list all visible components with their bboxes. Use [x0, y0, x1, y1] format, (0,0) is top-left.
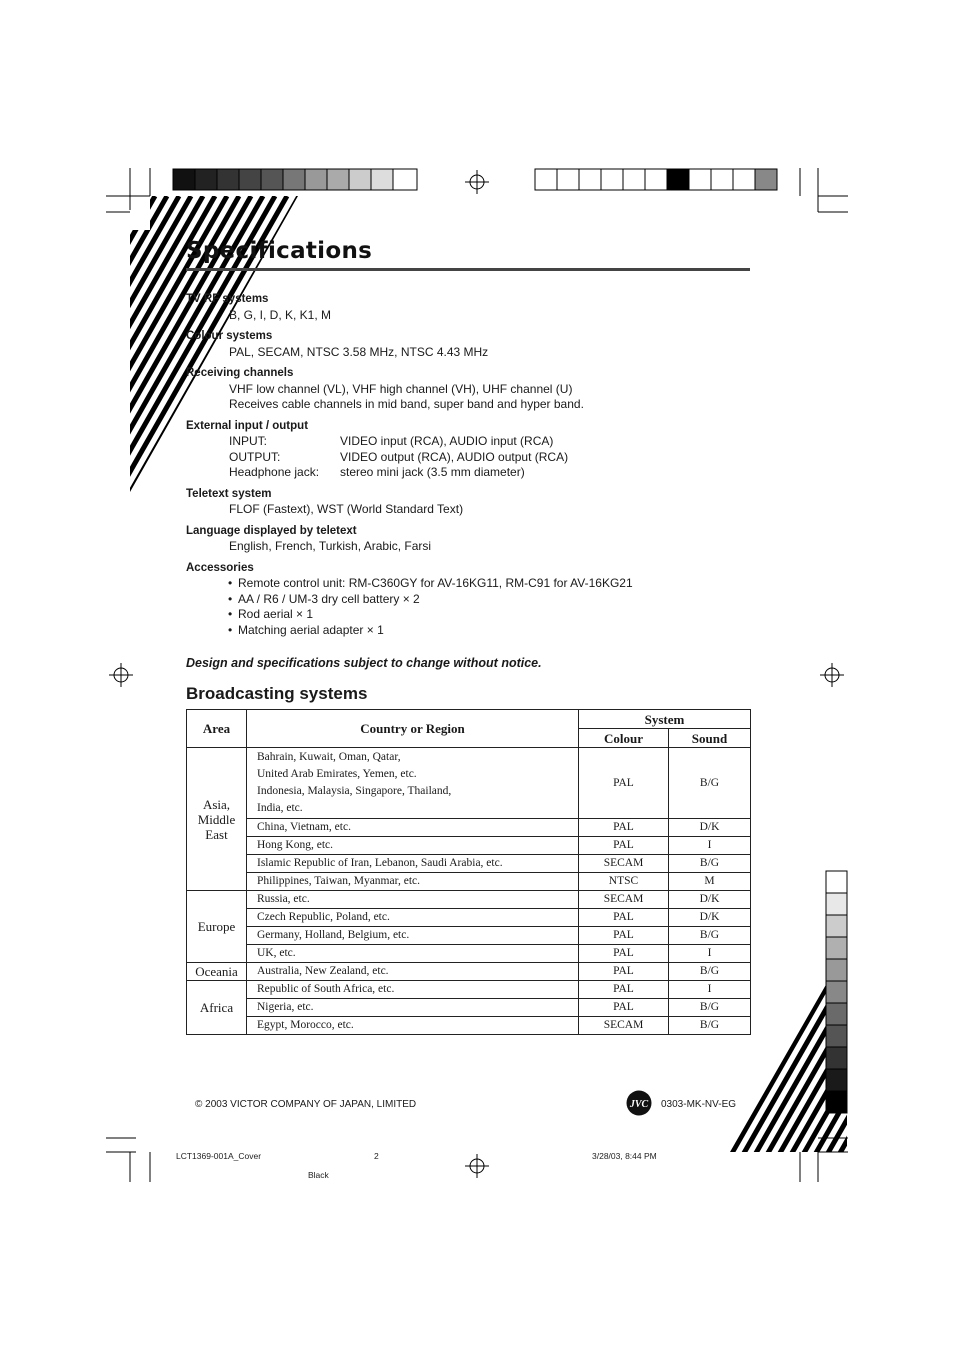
table-row [187, 981, 751, 999]
sound-cell: D/K [669, 819, 751, 837]
spec-label: Teletext system [186, 487, 272, 500]
sound-cell: B/G [669, 1017, 751, 1035]
spec-colour-systems [186, 329, 750, 360]
colour-cell: PAL [579, 945, 669, 963]
country-cell: Australia, New Zealand, etc. [247, 963, 579, 981]
sound-cell: B/G [669, 999, 751, 1017]
table-row [187, 927, 751, 945]
area-cell-oceania: Oceania [187, 963, 247, 981]
sound-cell: I [669, 837, 751, 855]
colour-cell: PAL [579, 748, 669, 819]
table-row [187, 748, 751, 819]
io-value: VIDEO input (RCA), AUDIO input (RCA) [340, 434, 554, 448]
header-sound: Sound [669, 729, 751, 748]
spec-label: Accessories [186, 561, 254, 574]
area-line: Asia, [202, 796, 231, 812]
colour-cell: PAL [579, 909, 669, 927]
area-cell-europe: Europe [187, 891, 247, 963]
country-cell: UK, etc. [247, 945, 579, 963]
disclaimer: Design and specifications subject to change without notice. [186, 656, 542, 670]
table-row [187, 1017, 751, 1035]
colour-cell: NTSC [579, 873, 669, 891]
sound-cell: I [669, 981, 751, 999]
spec-label: Receiving channels [186, 367, 294, 379]
header-system: System [579, 710, 751, 729]
spec-external-io [186, 419, 750, 481]
colour-cell: PAL [579, 999, 669, 1017]
spec-value: English, French, Turkish, Arabic, Farsi [229, 539, 432, 553]
jvc-logo [626, 1090, 652, 1116]
accessory-item: • AA / R6 / UM-3 dry cell battery × 2 [228, 592, 750, 608]
sound-cell: D/K [669, 909, 751, 927]
country-line: United Arab Emirates, Yemen, etc. [257, 768, 417, 780]
country-cell: Egypt, Morocco, etc. [247, 1017, 579, 1035]
country-line: Bahrain, Kuwait, Oman, Qatar, [257, 751, 401, 763]
table-row [187, 855, 751, 873]
spec-value: PAL, SECAM, NTSC 3.58 MHz, NTSC 4.43 MHz [229, 344, 489, 359]
spec-accessories [186, 561, 750, 639]
colour-cell: PAL [579, 981, 669, 999]
slug-file-name: LCT1369-001A_Cover [176, 1151, 262, 1161]
spec-value: VHF low channel (VL), VHF high channel (VH), UHF channel (U) [229, 381, 573, 396]
spec-language [186, 524, 750, 555]
table-row [187, 945, 751, 963]
colour-cell: SECAM [579, 1017, 669, 1035]
copyright-text: © 2003 VICTOR COMPANY OF JAPAN, LIMITED [195, 1099, 417, 1110]
io-row-input [229, 434, 750, 450]
header-colour: Colour [579, 729, 669, 748]
table-row [187, 963, 751, 981]
country-cell [247, 748, 579, 819]
spec-value: B, G, I, D, K, K1, M [229, 307, 332, 322]
spec-tv-rf-systems [186, 292, 750, 323]
io-value: VIDEO output (RCA), AUDIO output (RCA) [340, 449, 569, 464]
spec-value: Receives cable channels in mid band, super band and hyper band. [229, 397, 584, 411]
table-row [187, 873, 751, 891]
slug-page-number: 2 [374, 1151, 379, 1161]
table-header-row [187, 710, 751, 729]
spec-receiving-channels [186, 366, 750, 413]
sound-cell: M [669, 873, 751, 891]
sound-cell: B/G [669, 927, 751, 945]
colour-cell: SECAM [579, 855, 669, 873]
area-cell-africa: Africa [187, 981, 247, 1035]
specifications-section [186, 292, 750, 644]
area-cell-asia [187, 748, 247, 891]
country-cell: Germany, Holland, Belgium, etc. [247, 927, 579, 945]
io-value: stereo mini jack (3.5 mm diameter) [340, 465, 525, 479]
country-cell: Hong Kong, etc. [247, 837, 579, 855]
colour-cell: PAL [579, 963, 669, 981]
io-key: OUTPUT: [229, 449, 281, 464]
slug-color: Black [308, 1170, 329, 1180]
country-cell: Philippines, Taiwan, Myanmar, etc. [247, 873, 579, 891]
country-cell: Czech Republic, Poland, etc. [247, 909, 579, 927]
table-row [187, 909, 751, 927]
broadcasting-heading: Broadcasting systems [186, 684, 368, 703]
table-row [187, 891, 751, 909]
colour-cell: PAL [579, 927, 669, 945]
io-key: INPUT: [229, 434, 268, 448]
io-key: Headphone jack: [229, 465, 320, 479]
sound-cell: B/G [669, 748, 751, 819]
header-country: Country or Region [247, 710, 579, 748]
document-code: 0303-MK-NV-EG [661, 1099, 737, 1110]
io-row-output [229, 450, 750, 466]
country-cell: Republic of South Africa, etc. [247, 981, 579, 999]
sound-cell: I [669, 945, 751, 963]
accessory-item: • Remote control unit: RM-C360GY for AV-16KG11, RM-C91 for AV-16KG21 [228, 576, 750, 592]
broadcasting-table [186, 709, 751, 1035]
sound-cell: D/K [669, 891, 751, 909]
header-area: Area [187, 710, 247, 748]
page-title: Specifications [186, 238, 373, 264]
country-line: India, etc. [257, 802, 303, 814]
area-line: Middle [197, 811, 236, 827]
spec-label: External input / output [186, 419, 309, 432]
sound-cell: B/G [669, 963, 751, 981]
spec-label: Language displayed by teletext [186, 524, 357, 537]
colour-cell: SECAM [579, 891, 669, 909]
colour-cell: PAL [579, 837, 669, 855]
accessory-item: • Rod aerial × 1 [228, 607, 750, 623]
area-line: East [205, 826, 228, 842]
table-row [187, 837, 751, 855]
country-line: Indonesia, Malaysia, Singapore, Thailand, [257, 785, 452, 797]
spec-label: Colour systems [186, 330, 273, 342]
country-cell: China, Vietnam, etc. [247, 819, 579, 837]
spec-value: FLOF (Fastext), WST (World Standard Text) [229, 502, 464, 516]
spec-label: TV RF systems [186, 293, 269, 305]
table-row [187, 819, 751, 837]
table-row [187, 999, 751, 1017]
sound-cell: B/G [669, 855, 751, 873]
io-row-headphone [229, 465, 750, 481]
country-cell: Nigeria, etc. [247, 999, 579, 1017]
spec-teletext [186, 487, 750, 518]
title-rule [186, 268, 750, 271]
colour-cell: PAL [579, 819, 669, 837]
accessory-item: • Matching aerial adapter × 1 [228, 623, 750, 639]
slug-date: 3/28/03, 8:44 PM [592, 1151, 657, 1161]
jvc-logo-text: JVC [629, 1099, 649, 1110]
country-cell: Russia, etc. [247, 891, 579, 909]
country-cell: Islamic Republic of Iran, Lebanon, Saudi Arabia, etc. [247, 855, 579, 873]
